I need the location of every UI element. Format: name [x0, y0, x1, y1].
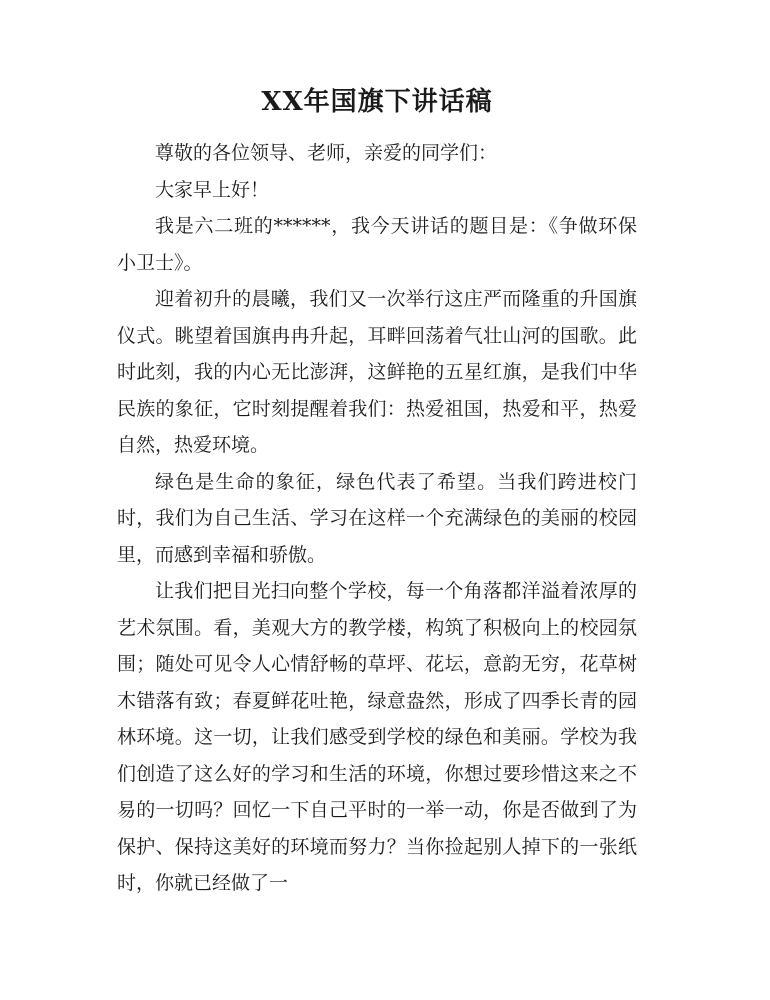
paragraph-greeting: 大家早上好！	[155, 178, 270, 201]
paragraph-flag-ceremony: 迎着初升的晨曦，我们又一次举行这庄严而隆重的升国旗仪式。眺望着国旗冉冉升起，耳畔回荡着气壮山河的国歌。此时此刻，我的内心无比澎湃，这鲜艳的五星红旗，是我们中华民族的象征，它时刻提醒着我们：热爱祖国，热爱和平，热爱自然，热爱环境。	[117, 288, 637, 456]
paragraph-green-symbol: 绿色是生命的象征，绿色代表了希望。当我们跨进校门时，我们为自己生活、学习在这样一个充满绿色的美丽的校园里，而感到幸福和骄傲。	[117, 470, 637, 566]
paragraph-campus-environment: 让我们把目光扫向整个学校，每一个角落都洋溢着浓厚的艺术氛围。看，美观大方的教学楼，构筑了积极向上的校园氛围；随处可见令人心情舒畅的草坪、花坛，意韵无穷，花草树木错落有致；春夏鲜花吐艳，绿意盎然，形成了四季长青的园林环境。这一切，让我们感受到学校的绿色和美丽。学校为我们创造了这么好的学习和生活的环境，你想过要珍惜这来之不易的一切吗？回忆一下自己平时的一举一动，你是否做到了为保护、保持这美好的环境而努力？当你捡起别人掉下的一张纸时，你就已经做了一	[117, 580, 637, 894]
paragraph-salutation: 尊敬的各位领导、老师，亲爱的同学们：	[155, 142, 498, 164]
paragraph-introduction: 我是六二班的******，我今天讲话的题目是：《争做环保小卫士》。	[117, 215, 637, 274]
document-body	[117, 82, 637, 902]
document-title: XX年国旗下讲话稿	[261, 87, 493, 117]
